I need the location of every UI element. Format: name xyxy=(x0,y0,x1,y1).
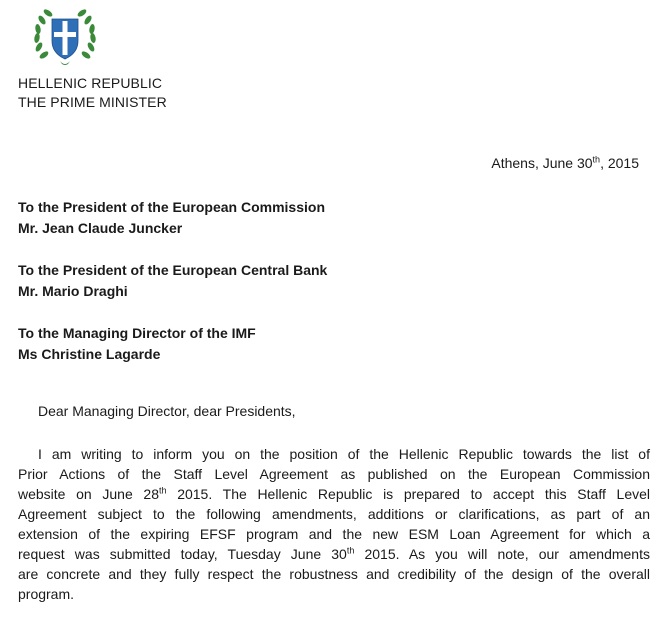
issuer-office: THE PRIME MINISTER xyxy=(18,94,167,110)
recipient-european-central-bank xyxy=(18,260,327,302)
issuer-country: HELLENIC REPUBLIC xyxy=(18,75,163,91)
letter-date xyxy=(491,155,639,171)
recipient-name: Mr. Mario Draghi xyxy=(18,283,128,299)
recipient-name: Mr. Jean Claude Juncker xyxy=(18,220,183,236)
body-text-run: 2015. As you will note, our amendments xyxy=(354,546,650,562)
salutation: Dear Managing Director, dear Presidents, xyxy=(38,403,296,419)
body-ordinal: th xyxy=(346,545,355,556)
body-line: extension of the expiring EFSF program and the new ESM Loan Agreement for which a xyxy=(18,526,650,542)
body-line: Prior Actions of the Staff Level Agreement as published on the European Commission xyxy=(18,466,650,482)
date-suffix: , 2015 xyxy=(600,155,639,171)
letter-body-paragraph xyxy=(18,444,650,604)
date-prefix: Athens, June 30 xyxy=(491,155,593,171)
body-line: I am writing to inform you on the position of the Hellenic Republic towards the list of xyxy=(38,446,650,462)
body-text-run: website on June 28 xyxy=(18,486,159,502)
date-ordinal: th xyxy=(592,154,601,165)
recipient-title: To the President of the European Commission xyxy=(18,199,325,215)
recipients-block xyxy=(18,197,327,386)
greek-coat-of-arms-icon xyxy=(30,3,100,69)
recipient-name: Ms Christine Lagarde xyxy=(18,346,161,362)
recipient-european-commission xyxy=(18,197,327,239)
body-line: program. xyxy=(18,586,75,602)
recipient-title: To the President of the European Central Bank xyxy=(18,262,328,278)
body-line xyxy=(18,484,650,504)
body-line: Agreement subject to the following amendments, additions or clarifications, as part of an xyxy=(18,506,650,522)
issuer-block xyxy=(18,74,167,112)
body-ordinal: th xyxy=(159,485,167,496)
body-line xyxy=(18,544,650,564)
recipient-title: To the Managing Director of the IMF xyxy=(18,325,256,341)
body-text-run: request was submitted today, Tuesday June 30 xyxy=(18,546,347,562)
body-text-run: 2015. The Hellenic Republic is prepared to accept this Staff Level xyxy=(166,486,650,502)
body-line: are concrete and they fully respect the robustness and credibility of the design of the overall xyxy=(18,566,650,582)
recipient-imf xyxy=(18,323,327,365)
